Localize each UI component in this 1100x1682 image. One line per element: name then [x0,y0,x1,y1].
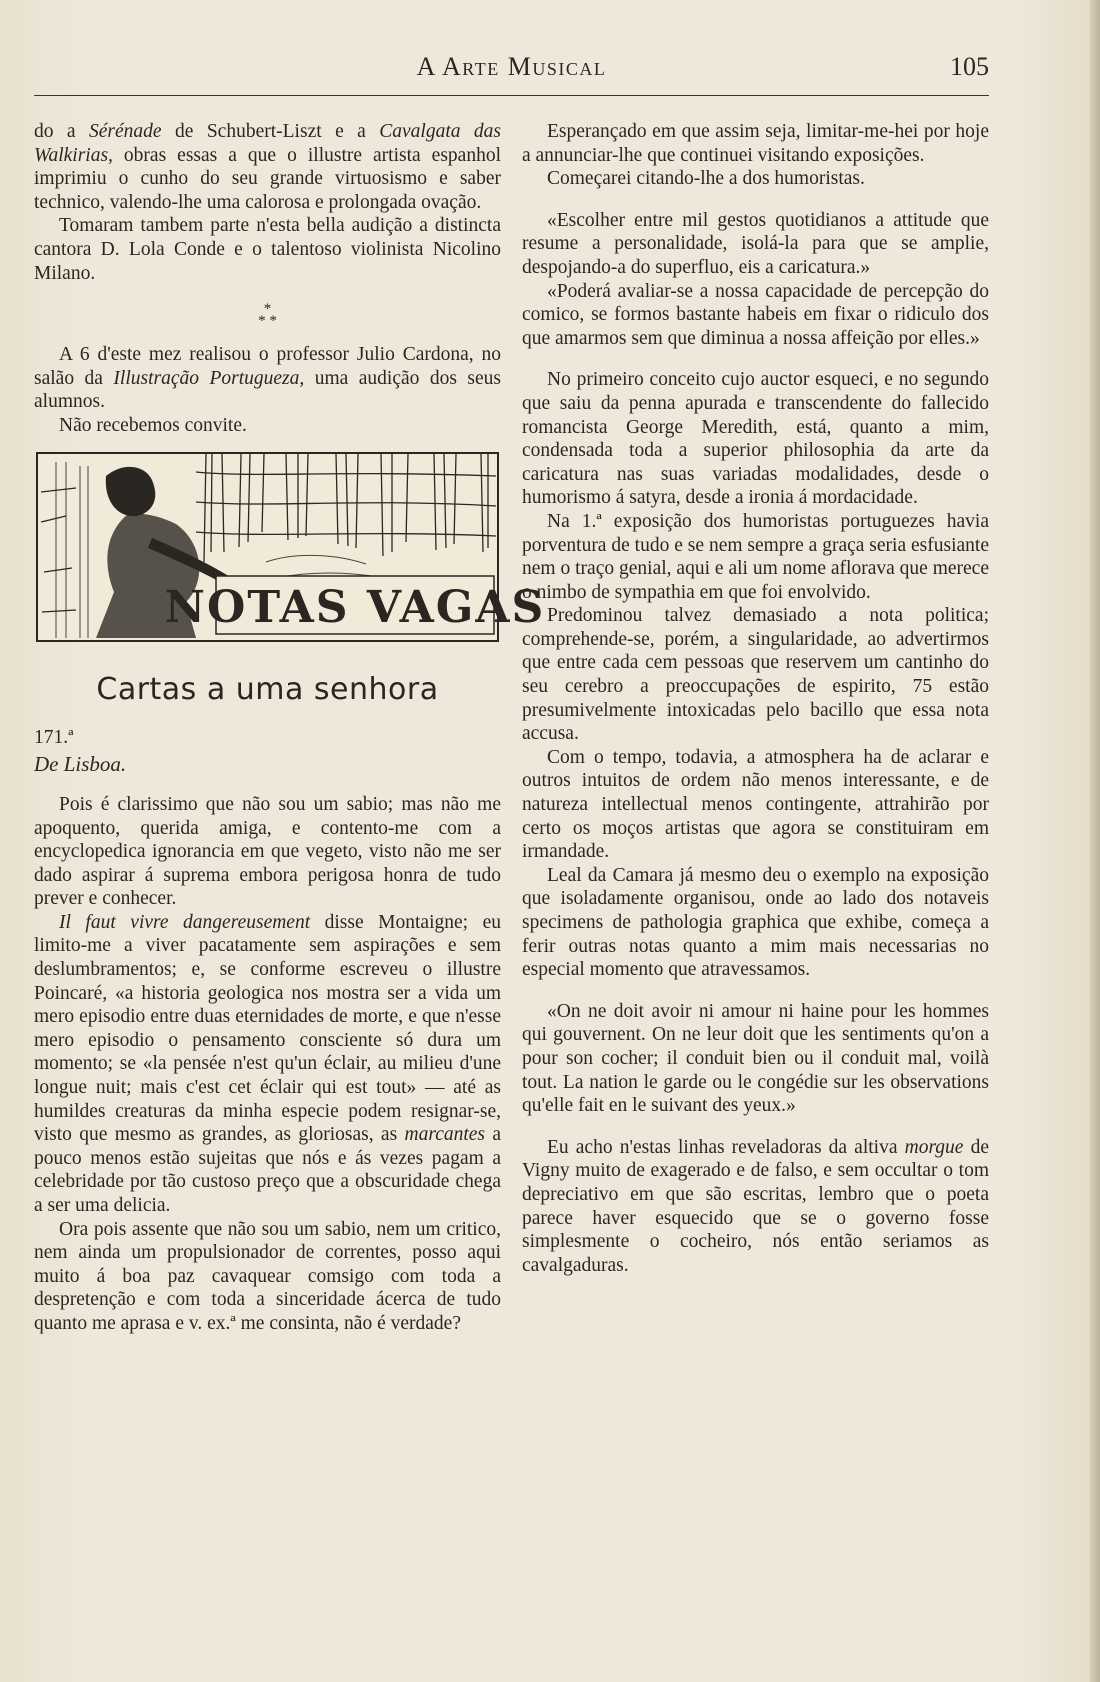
quotation-paragraph: «Poderá avaliar-se a nossa capacidade de percepção do comico, se formos bastante habeis em fixar o ridiculo dos que amarmos sem que diminua a nossa affeição por elles.» [522,280,989,349]
quotation-paragraph: «Escolher entre mil gestos quotidianos a attitude que resume a personalidade, isolá-la para que se amplie, despojando-a do superfluo, eis a caricatura.» [522,209,989,278]
page-spine-edge [1090,0,1100,1682]
running-title: A Arte Musical [416,52,607,81]
paragraph: Tomaram tambem parte n'esta bella audição a distincta cantora D. Lola Conde e o talentoso violinista Nicolino Milano. [34,215,501,284]
letter-number: 171.ª [34,726,74,748]
paragraph: Na 1.ª exposição dos humoristas portuguezes havia porventura de tudo e se nem sempre a graça seria esfusiante nem o traço genial, aqui e ali um nome aflorava que merece o nimbo de sympathia em que foi envolvido. [522,510,989,603]
paragraph: Esperançado em que assim seja, limitar-me-hei por hoje a annunciar-lhe que continuei visitando exposições. [522,121,989,166]
paragraph: Começarei citando-lhe a dos humoristas. [547,168,865,190]
paragraph: Ora pois assente que não sou um sabio, nem um critico, nem ainda um propulsionador de correntes, posso aqui muito á boa paz cavaquear comsigo com toda a despretenção e com toda a sinceridade ácerca de tudo quanto me aprasa e v. ex.ª me consinta, não é verdade? [34,1218,501,1334]
italic-text: Il faut vivre dangereusement [59,911,311,933]
paragraph: Eu acho n'estas linhas reveladoras da altiva morgue de Vigny muito de exagerado e de falso, e sem occultar o tom depreciativo em que são escritas, lembro que o poeta parece haver esquecido que se o governo fosse simplesmente o cocheiro, nós então seriamos as cavalgaduras. [522,1136,989,1276]
left-column [34,120,546,1336]
paragraph: Com o tempo, todavia, a atmosphera ha de aclarar e outros intuitos de ordem não menos interessante, e de natureza intellectual menos contingente, attrahirão por certo os moços artistas que agora se constituiram em irmandade. [522,746,989,863]
header-rule [34,95,989,96]
paragraph: Não recebemos convite. [59,414,247,436]
italic-text: Cavalgata das Walkirias, [34,121,501,166]
article-title: Cartas a uma senhora [96,672,439,708]
letter-place: De Lisboa. [34,752,127,777]
paragraph: Pois é clarissimo que não sou um sabio; mas não me apoquento, querida amiga, e contento-me com a encyclopedica ignorancia em que vegeto, visto não me ser dado aspirar á suprema embora perigosa honra de tudo prever e conhecer. [34,793,501,910]
paragraph: do a Sérénade de Schubert-Liszt e a Cavalgata das Walkirias, obras essas a que o illustre artista espanhol imprimiu o cunho do seu grande virtuosismo e saber technico, valendo-lhe uma calorosa e prolongada ovação. [34,121,501,213]
running-header [34,48,989,88]
page-number: 105 [950,52,989,81]
engraving-caption: NOTAS VAGAS [164,581,546,633]
italic-text: Sérénade [89,121,162,142]
section-divider-asterism: * * * [258,301,277,330]
paragraph: Il faut vivre dangereusement disse Montaigne; eu limito-me a viver pacatamente sem aspirações e sem deslumbramentos; e, se conforme escreveu o illustre Poincaré, «a historia geologica nos mostra ser a vida um mero episodio entre duas eternidades de morte, e que n'esse mero episodio o pensamento consciente só dura um momento; se «la pensée n'est qu'un éclair, au milieu d'une longue nuit; mais c'est cet éclair qui est tout» — até as humildes creaturas da minha especie podem resignar-se, visto que mesmo as grandes, as gloriosas, as marcantes a pouco menos estão sujeitas que nós e ás vezes pagam a celebridade por tão custoso preço que a obscuridade chega a ser uma delicia. [34,911,501,1216]
italic-text: marcantes [404,1124,486,1146]
right-column [522,120,989,1277]
paragraph: Predominou talvez demasiado a nota politica; comprehende-se, porém, a singularidade, ao advertirmos que entre cada cem pessoas que reservem um cantinho do seu cerebro a preoccupações de espirito, 75 estão presumivelmente intoxicadas pelo bacillo que essa nota accusa. [522,605,989,745]
notas-vagas-engraving [36,452,546,642]
paragraph: Leal da Camara já mesmo deu o exemplo na exposição que isoladamente organisou, onde ao lado dos notaveis specimens de pathologia graphica que exhibe, começa a ferir outras notas quanto a mim mais necessarias no especial momento que atravessamos. [522,864,989,981]
paragraph: No primeiro conceito cujo auctor esqueci, e no segundo que saiu da penna apurada e transcendente do fallecido romancista George Meredith, está, quanto a mim, condensada toda a superior philosophia da arte da caricatura nas suas variadas modalidades, desde o humorismo á satyra, desde a ironia á mordacidade. [522,369,989,509]
italic-text: Illustração Portugueza, [113,367,305,389]
italic-text: morgue [904,1136,964,1158]
paragraph: A 6 d'este mez realisou o professor Julio Cardona, no salão da Illustração Portugueza, uma audição dos seus alumnos. [34,344,501,413]
quotation-paragraph: «On ne doit avoir ni amour ni haine pour les hommes qui gouvernent. On ne leur doit que les sentiments qu'on a pour son cocher; il conduit bien ou il conduit mal, voilà tout. La nation le garde ou le congédie sur les observations qu'elle fait en le suivant des yeux.» [522,1000,989,1117]
